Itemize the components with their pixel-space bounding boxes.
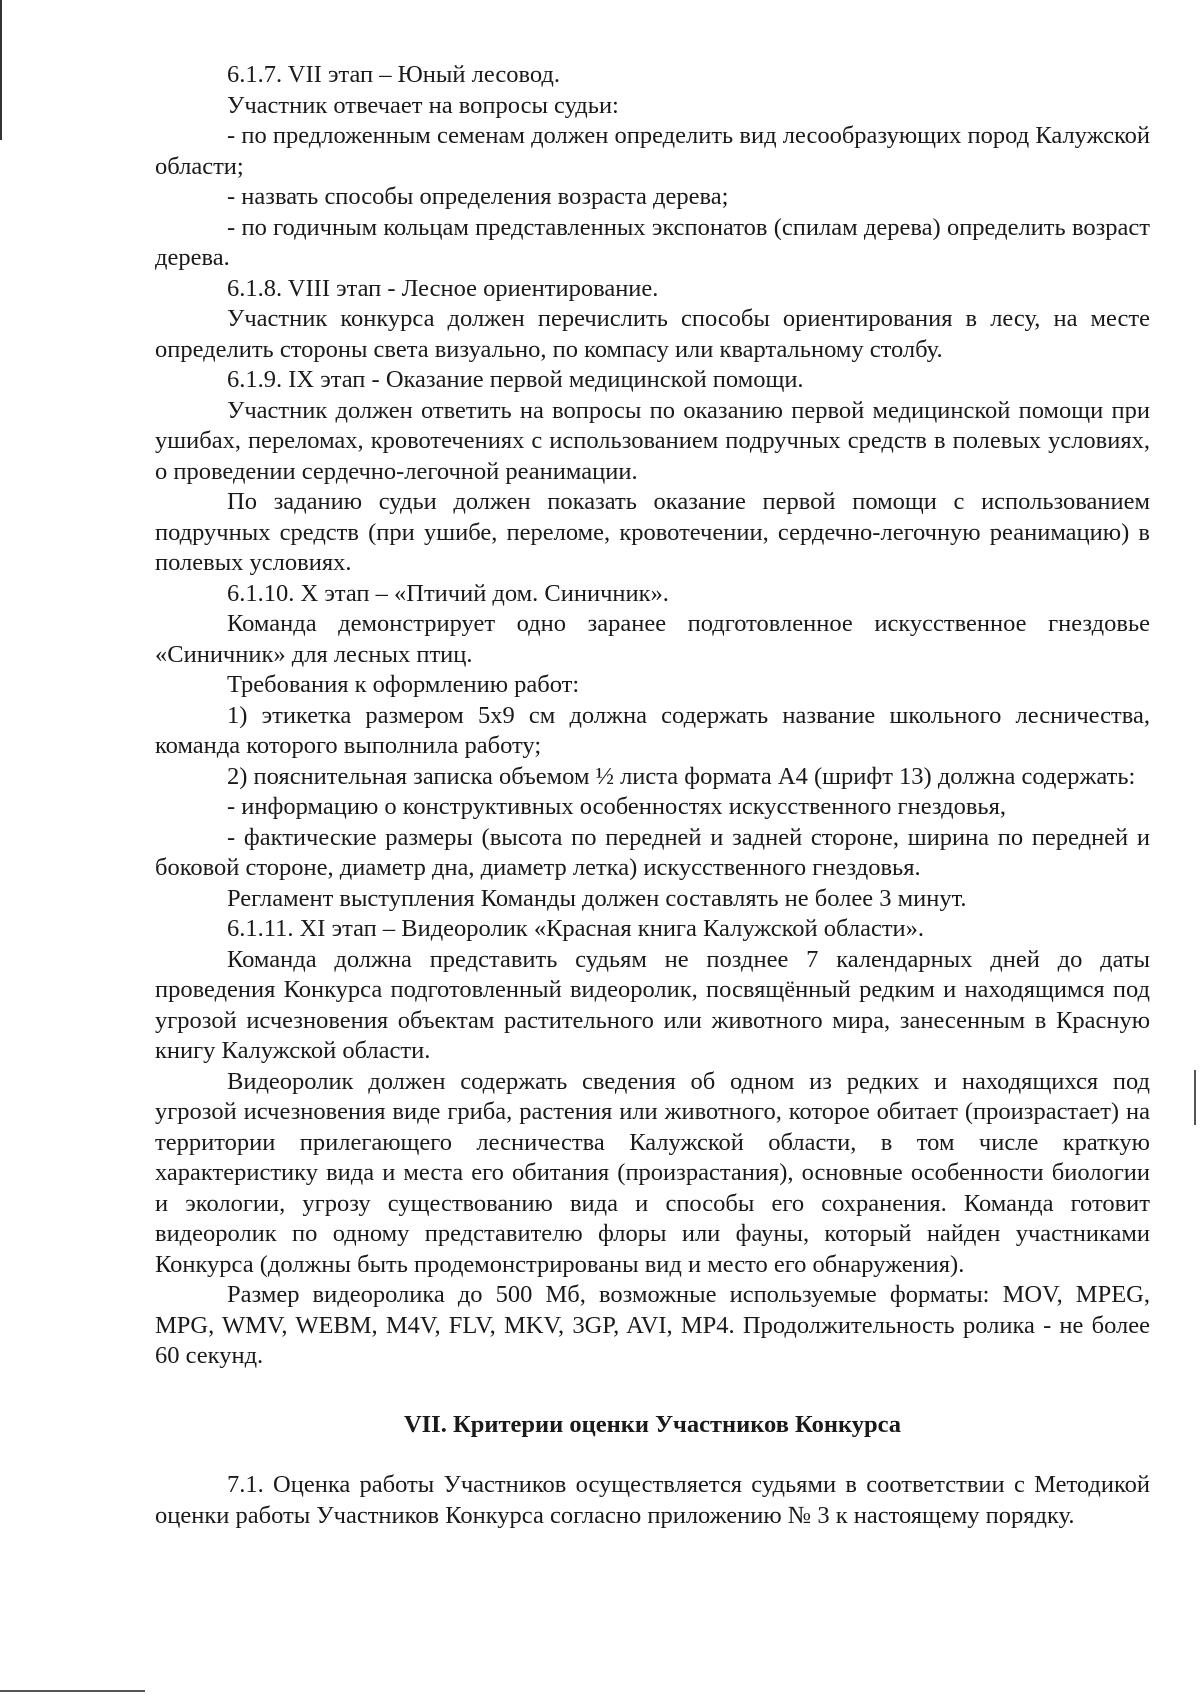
scan-edge-mark-right xyxy=(1194,1070,1196,1125)
stage-11-content: Видеоролик должен содержать сведения об одном из редких и находящихся под угрозой исчезновения виде гриба, растения или животного, которое обитает (произрастает) на территории прилегающего лесничества Калужской области, в том числе краткую характеристику вида и места его обитания (произрастания), основные особенности биологии и экологии, угрозу существованию вида и способы его сохранения. Команда готовит видеоролик по одному представителю флоры или фауны, который найден участниками Конкурса (должны быть продемонстрированы вид и место его обнаружения). xyxy=(155,1067,1150,1278)
stage-7-item-age-methods: - назвать способы определения возраста дерева; xyxy=(227,183,729,210)
stage-7-item-seeds: - по предложенным семенам должен определить вид лесообразующих пород Калужской области; xyxy=(155,122,1150,180)
stage-9-text: Участник должен ответить на вопросы по оказанию первой медицинской помощи при ушибах, переломах, кровотечениях с использованием подручных средств в полевых условиях, о проведении сердечно-легочной реанимации. xyxy=(155,396,1150,485)
stage-9-title: 6.1.9. IX этап - Оказание первой медицинской помощи. xyxy=(227,366,804,393)
stage-10-text: Команда демонстрирует одно заранее подготовленное искусственное гнездовье «Синичник» для лесных птиц. xyxy=(155,610,1150,668)
stage-11-formats: Размер видеоролика до 500 Мб, возможные используемые форматы: MOV, MPEG, MPG, WMV, WEBM, M4V, FLV, MKV, 3GP, AVI, MP4. Продолжительность ролика - не более 60 секунд. xyxy=(155,1281,1150,1369)
stage-10-note-item-design: - информацию о конструктивных особенностях искусственного гнездовья, xyxy=(227,793,1006,820)
stage-11-title: 6.1.11. XI этап – Видеоролик «Красная книга Калужской области». xyxy=(227,915,925,942)
stage-10-requirement-note: 2) пояснительная записка объемом ½ листа формата А4 (шрифт 13) должна содержать: xyxy=(227,762,1136,790)
stage-10-title: 6.1.10. X этап – «Птичий дом. Синичник». xyxy=(227,579,669,607)
stage-7-title: 6.1.7. VII этап – Юный лесовод. xyxy=(227,61,560,88)
stage-10-requirement-label: 1) этикетка размером 5х9 см должна содержать название школьного лесничества, команда которого выполнила работу; xyxy=(155,701,1150,759)
scan-edge-mark-bottom xyxy=(0,1690,145,1692)
stage-8-text: Участник конкурса должен перечислить способы ориентирования в лесу, на месте определить стороны света визуально, по компасу или квартальному столбу. xyxy=(155,305,1150,363)
stage-7-item-tree-rings: - по годичным кольцам представленных экспонатов (спилам дерева) определить возраст дерева. xyxy=(155,213,1150,271)
section-paragraph: 7.1. Оценка работы Участников осуществляется судьями в соответствии с Методикой оценки работы Участников Конкурса согласно приложению № 3 к настоящему порядку. xyxy=(155,1471,1150,1529)
stage-9-task: По заданию судьи должен показать оказание первой помощи с использованием подручных средств (при ушибе, переломе, кровотечении, сердечно-легочную реанимацию) в полевых условиях. xyxy=(155,488,1150,576)
stage-7-intro: Участник отвечает на вопросы судьи: xyxy=(227,91,619,119)
section-heading: VII. Критерии оценки Участников Конкурса xyxy=(403,1410,902,1438)
stage-10-note-item-sizes: - фактические размеры (высота по передней и задней стороне, ширина по передней и боковой стороне, диаметр дна, диаметр летка) искусственного гнездовья. xyxy=(155,823,1150,881)
stage-10-requirements-title: Требования к оформлению работ: xyxy=(227,671,580,698)
stage-8-title: 6.1.8. VIII этап - Лесное ориентирование. xyxy=(227,274,659,302)
stage-10-time-limit: Регламент выступления Команды должен составлять не более 3 минут. xyxy=(227,884,967,912)
scan-edge-mark-left xyxy=(0,0,2,140)
stage-11-text: Команда должна представить судьям не позднее 7 календарных дней до даты проведения Конкурса подготовленный видеоролик, посвящённый редким и находящимся под угрозой исчезновения объектам растительного или животного мира, занесенным в Красную книгу Калужской области. xyxy=(155,945,1150,1064)
document-page xyxy=(155,60,1150,1531)
